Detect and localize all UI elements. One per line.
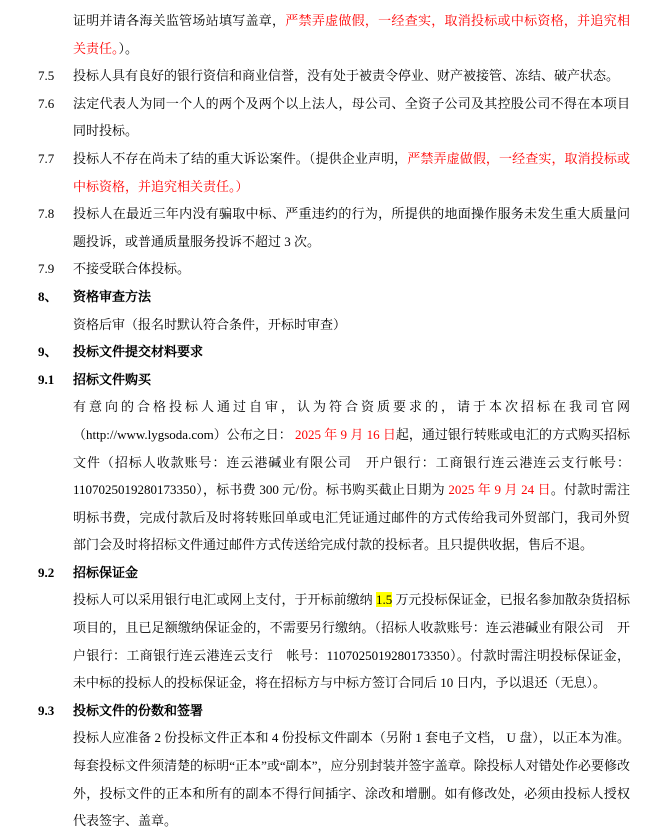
clause-text [73, 697, 630, 725]
clause-number: 7.7 [38, 150, 55, 166]
clause-text [73, 366, 630, 394]
clause-text [73, 283, 630, 311]
clause-text [73, 7, 630, 62]
red-emphasis-text: 2025 年 9 月 24 日 [448, 482, 551, 498]
text-run: 资格审查方法 [73, 288, 152, 304]
paragraph [38, 90, 630, 145]
clause-text [73, 255, 630, 283]
text-run: 资格后审（报名时默认符合条件，开标时审查） [73, 316, 347, 332]
paragraph [38, 62, 630, 90]
red-emphasis-text: 严禁弄虚做假，一经查实，取消投标或中标资格，并追究相关责任。 [73, 13, 630, 56]
text-run: 投标人可以采用银行电汇或网上支付，于开标前缴纳 [73, 592, 376, 608]
text-run: 招标保证金 [73, 564, 139, 580]
clause-text [73, 145, 630, 200]
paragraph [38, 7, 630, 62]
paragraph [38, 724, 630, 834]
section-heading [38, 338, 630, 366]
paragraph [38, 586, 630, 696]
red-emphasis-text: 2025 年 9 月 16 日 [295, 426, 396, 442]
clause-text [73, 724, 630, 834]
clause-number: 9、 [38, 344, 58, 360]
section-heading [38, 366, 630, 394]
clause-number: 9.2 [38, 564, 55, 580]
clause-text [73, 62, 630, 90]
clause-number: 9.3 [38, 702, 55, 718]
clause-text [73, 559, 630, 587]
paragraph [38, 311, 630, 339]
text-run: 法定代表人为同一个人的两个及两个以上法人，母公司、全资子公司及其控股公司不得在本项目同时投标。 [73, 95, 630, 139]
clause-text [73, 586, 630, 696]
text-run: 投标人在最近三年内没有骗取中标、严重违约的行为，所提供的地面操作服务未发生重大质量问题投诉，或普通质量服务投诉不超过 3 次。 [73, 206, 630, 249]
paragraph [38, 393, 630, 559]
clause-text [73, 393, 630, 559]
text-run: ）。 [118, 40, 139, 56]
paragraph [38, 255, 630, 283]
text-run: 投标人具有良好的银行资信和商业信誉，没有处于被责令停业、财产被接管、冻结、破产状态。 [73, 68, 620, 84]
text-run: 。付款时需注明标书费，完成付款后及时将转账回单或电汇凭证通过邮件的方式传给我司外贸部门，我司外贸部门会及时将招标文件通过邮件方式传送给完成付款的投标者。且只提供收据，售后不退。 [73, 482, 630, 553]
text-run: 不接受联合体投标。 [73, 261, 191, 277]
paragraph [38, 145, 630, 200]
clause-number: 7.6 [38, 95, 55, 111]
section-heading [38, 697, 630, 725]
clause-number: 7.5 [38, 68, 55, 84]
text-run: 投标人应准备 2 份投标文件正本和 4 份投标文件副本（另附 1 套电子文档， U 盘），以正本为准。每套投标文件须清楚的标明“正本”或“副本”，应分别封装并签字盖章。除投标人对错处作必要修改外，投标文件的正本和所有的副本不得行间插字、涂改和增删。如有修改处，必须由投标人授权代表签字、盖章。 [73, 730, 630, 829]
clause-number: 9.1 [38, 371, 55, 387]
clause-text [73, 90, 630, 145]
text-run: 投标文件的份数和签署 [73, 702, 204, 718]
document-content [38, 7, 630, 835]
text-run: 万元投标保证金，已报名参加散杂货招标项目的，且已足额缴纳保证金的，不需要另行缴纳。（招标人收款账号：连云港碱业有限公司 开户银行：工商银行连云港连云支行 帐号：1107025019280173350）。付款时需注明投标保证金，未中标的投标人的投标保证金，将在招标方与中标方签订合同后 10 日内，予以退还（无息）。 [73, 592, 630, 691]
red-emphasis-text: 严禁弄虚做假，一经查实，取消投标或中标资格，并追究相关责任。） [73, 150, 630, 194]
section-heading [38, 559, 630, 587]
text-run: 有意向的合格投标人通过自审，认为符合资质要求的，请于本次招标在我司官网（http://www.lygsoda.com）公布之日： [73, 399, 630, 442]
highlighted-value: 1.5 [375, 592, 393, 608]
text-run: 招标文件购买 [73, 371, 152, 387]
clause-text [73, 311, 630, 339]
text-run: 起，通过银行转账或电汇的方式购买招标文件（招标人收款账号：连云港碱业有限公司 开户银行：工商银行连云港连云支行帐号：1107025019280173350），标书费 300 元/份。标书购买截止日期为 [73, 426, 630, 498]
clause-text [73, 200, 630, 255]
clause-text [73, 338, 630, 366]
clause-number: 8、 [38, 288, 58, 304]
text-run: 投标人不存在尚未了结的重大诉讼案件。（提供企业声明， [73, 150, 408, 166]
paragraph [38, 200, 630, 255]
text-run: 投标文件提交材料要求 [73, 344, 204, 360]
clause-number: 7.9 [38, 261, 55, 277]
text-run: 证明并请各海关监管场站填写盖章， [73, 13, 286, 28]
section-heading [38, 283, 630, 311]
clause-number: 7.8 [38, 206, 55, 222]
